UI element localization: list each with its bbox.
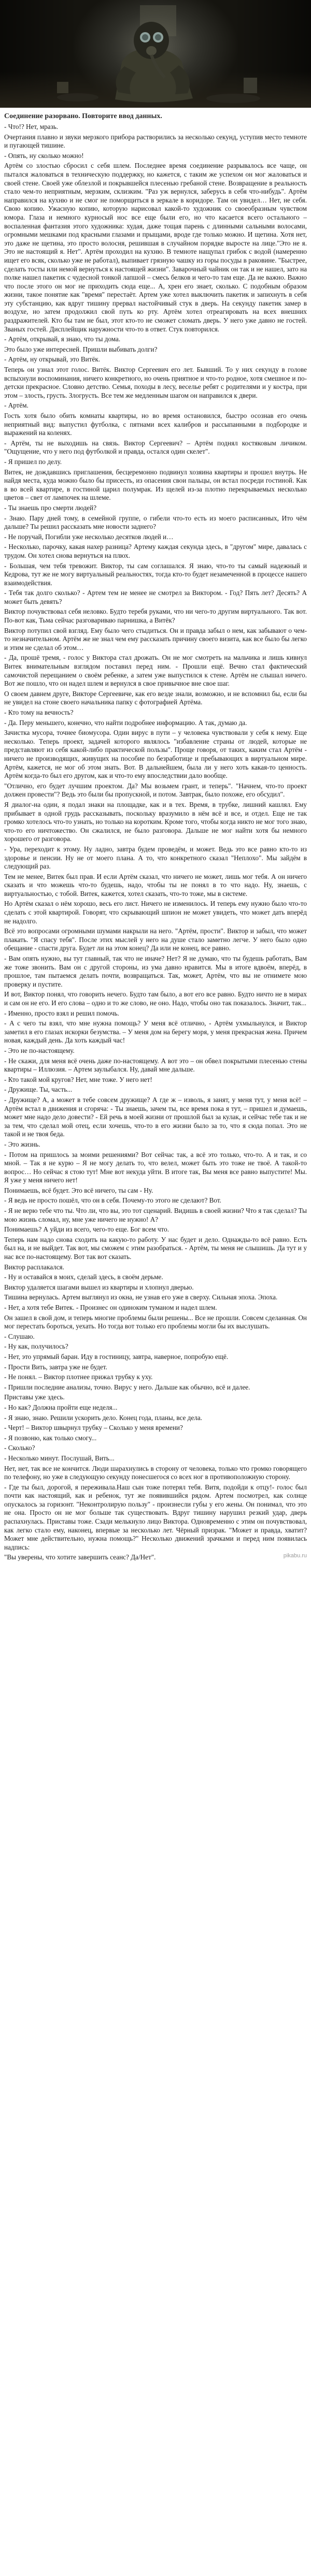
story-paragraph: - Да, прошё тремя, - голос у Виктора стал дрожать. Он не мог смотреть на мальчика и лишь кивнул Витек внимательным взглядом поставил перед ним. - Прошли ещё. Вечно стал фактический самочистой перещанием о своём ребенке, а затем уже выпустился к стене. Артём не слышал ничего. Вот же пошло, что он надел шлем и вернулся в свое привычное вне свое шаг. — [4, 654, 307, 688]
story-paragraph: - Да. Перу меньшего, конечно, что найти подробнее информацию. А так, думаю да. — [4, 718, 247, 727]
story-paragraph: - Но как? Должна пройти еще неделя... — [4, 1403, 118, 1411]
story-paragraph: - Дружище? А, а может в тебе совсем дружище? А где ж – изволь, я занят, у меня тут, у меня всё! – Артём встал в движения и сгоряча: - Ты знаешь, зачем ты, все время пока я тут, – пришел и думаешь, может мне надо дело довести? - Ей речь в моей жизни от прошлой был за кулак, и сейчас тебе так и не за тем, что сделал мой отец, если хочешь, что-то в его жизни было за то, что я сюда попал. Это не такой и не твоя беда. — [4, 1095, 307, 1138]
story-paragraph: - Где ты был, дорогой, я переживала.Наш сын тоже потерял тебя. Витя, подойди к отцу!- голос был почти как настоящий, как и ребенок, тут же появившийся рядом. Артем посмотрел, как солнце опускалось за горизонт. "Неконтролирую пользу" - произнесли губы у его жены. Он понимал, что это не она. Просто он не мог больше так существовать. Вдруг тишину нарушил резкий удар, дверь распахнулась. Приставы тоже. Сзади мелькнуло лицо Виктора. Одновременно с этим он почувствовал, как легко стало ему, наконец, впервые за несколько лет. Чёрный призрак. "Может и правда, хватит?Может мне действительно, нужна помощь?" Несколько движений зрачками и перед ним появилась надпись: — [4, 1483, 307, 1551]
story-paragraph: Я диалог-на один, я подал знаки на площадке, как и в тех. Время, в трубке, лишний кашлял. Ему прибывает в одной грудь рассказывать, поскольку вразумило в нём всё и все, и отдел. Еще не так громко хотелось что-то узнать, но только на коротким. Кроме того, чтобы когда никто не мог того знаю, что-то его ничтожество. Он сжалился, не было разговора. Дальше не мог найти хотя бы немного хорошего от разговора. — [4, 800, 307, 843]
story-paragraph: - Нет, а хотя тебе Витек. - Произнес он одиноким туманом и надел шлем. — [4, 1304, 217, 1311]
story-paragraph: - Ты знаешь про смерти людей? — [4, 503, 97, 512]
story-paragraph: "Отлично, его будет лучшим проектом. Да? Мы возьмем грант, и теперь". "Начнем, что-то проект должен провести"? Ведь это были бы пропускной, и потом. Завтрак, было похоже, его обсудил". — [4, 782, 307, 799]
story-paragraph: - Большая, чем тебя тревожит. Виктор, ты сам соглашался. Я знаю, что-то ты самый надежный и Кедрова, тут же не могу виртуальный реальностях, тогда кто-то будет незамеченной в процессе нашего взаимодействия. — [4, 561, 307, 587]
story-paragraph: "Вы уверены, что хотите завершить сеанс? Да/Нет". — [4, 1553, 156, 1561]
story-paragraph: - Я пришел по делу. — [4, 457, 62, 466]
story-paragraph: - Тебя так долго сколько? - Артем тем не менее не смотрел за Виктором. - Год? Пять лет? Десять? А может быть девять? — [4, 589, 307, 605]
story-paragraph: Гость хотя было обить комнаты квартиры, но во время остановился, быстро осознав его очень неприятный вид: выпустил футболка, с пятнами всех калибров и рассыпанными в подбородке и выражений на коленях. — [4, 412, 307, 437]
story-paragraph: - Ну как, получилось? — [4, 1342, 68, 1351]
story-paragraph: Теперь нам надо снова сходить на какую-то работу. У нас будет и дело. Однажды-то всё равно. Есть был на, и не выйдет. Так вот, мы сможем с этим разобраться. - Артём, ты меня не слышишь. Да тут и у нас все по-настоящему. Вот так вот сказать. — [4, 1235, 307, 1261]
story-paragraph: Зачистка мусора, точнее биомусора. Один вирус в пути – у человека чувствовали у себя к нему. Еще несколько. Теперь проект, задачей которого являлось "избавление страны от людей, которые не представляют из себя какой-либо практической пользы". Проще говоря, от таких, каким стал Артём - ничего не производящих, живущих на пособие по безработице и пребывающих в виртуальном мире. Артём, кажется, не мог об этом знать. Вот. В дальнейшем, была ли у него хоть какая-то ценность. Артём когда-то был его другом, как и что-то ему впоследствии дало вообще. — [4, 729, 307, 780]
story-paragraph: - Ну и оставайся в моих, сделай здесь, в своём дерьме. — [4, 1273, 163, 1281]
story-paragraph: - Знаю. Пару дней тому, в семейной группе, о гибели что-то есть из моего расписанных, Ито чём дальше? Ты решил рассказать мне новости заднего? — [4, 514, 307, 531]
story-paragraph: - Что!? Нет, мразь. — [4, 123, 59, 131]
story-paragraph: - Несколько минут. Послушай, Вить... — [4, 1454, 115, 1462]
story-paragraph: - Несколько, парочку, какая нахер разница? Артему каждая секунда здесь, в "другом" мире, давалась с трудом. Он хотел снова вернуться на плюх. — [4, 543, 307, 559]
story-paragraph: - Слушаю. — [4, 1332, 35, 1340]
story-paragraph: - Я знаю, знаю. Решили ускорить дело. Конец года, планы, все дела. — [4, 1413, 202, 1422]
story-paragraph: - Кто такой мой кругов? Нет, мне тоже. У него нет! — [4, 1075, 152, 1083]
story-paragraph: - Черт! – Виктор швырнул трубку – Сколько у меня времени? — [4, 1424, 183, 1432]
story-paragraph: - Артём. — [4, 401, 29, 410]
story-paragraph: - Прости Вить, завтра уже не будет. — [4, 1363, 107, 1371]
story-paragraph: Это было уже интересней. Пришли выбивать долги? — [4, 345, 158, 353]
story-paragraph: - Это жизнь. — [4, 1140, 40, 1148]
story-paragraph: Он зашел в свой дом, и теперь многие проблемы были решены... Все не прошли. Совсем сделанная. Он мог перестать бороться, уехать. Но тогда вот только его проблемы могли бы их выслушать. — [4, 1313, 307, 1330]
story-paragraph: - Это не по-настоящему. — [4, 1046, 75, 1054]
story-paragraph: Артём со злостью сбросил с себя шлем. Последнее время соединение разрывалось все чаще, он пытался жаловаться в техническую поддержку, но кажется, с таким же успехом он мог жаловаться и своей стене. Своей уже облезлой и покрывшейся плесенью гребаной стене. Возвращение в реальность стало чем-то неприятным, мерзким, склизким. "Раз уж вернулся, заберусь в себя что-нибудь". Артём направился на кухню и не смог не поморщиться в зеркале в коридоре. Там он увидел… Нет, не себя. Свою копию. Ужасную копию, которую нарисовал какой-то художник со своеобразным чувством юмора. Глаза и немного курносый нос все еще были его, но что касается всего остального – воспаленная фантазия этого художника: худая, даже тощая парень с длинными сальными волосами, огромными мешками под красными глазами и прыщами, вроде где только можно. И щетина. Хотя нет, это даже не щетина, это просто волосня, решившая в случайном порядке выросте на лице."Это не я. Это не настоящий я. Нет". Артём проходил на кухню. В темноте нащупал грибок с водой (намеренно ищет его всяк, сколько уже не работал), выпивает грязную чашку из горы посуды в раковине. "Быстрее, сделать тосты или немой вернуться к настоящей жизни". Заварочный чайник он так и не нашел, зато на полке нашел пакетик с чудесной тонкой лапшой – смесь белков и чего-то там еще. Да не важно. Важно что после этого он мог не приходить сюда еще... А, хрен его знает, сколько. С подобным образом жизни, такое понятие как "время" перестаёт. Артем уже хотел выключить пакетик и запихнуть в себя эту субстанцию, как вдруг тишину прервал настойчивый стук в дверь. На секунду пакетик замер в воздухе, но затем продолжил свой путь ко рту. Артём хотел отреагировать на всех внешних раздражителей. Кто бы там не был, этот кто-то не сможет сломать дверь. У него уже давно не гостей. Званых гостей. Дисплейщик наружности что-то в ответ. Стук повторился. — [4, 162, 307, 333]
story-paragraph: - Опять, ну сколько можно! — [4, 151, 84, 160]
story-paragraph: - Потом на пришлось за моими решениями? Вот сейчас так, а всё это только, что-то. А и так, и со мной. – Так я не курю – Я не могу делать то, что велел, может быть это тоже не твоё. А такой-то вопрос… Но сейчас я стою тут! Мне вот некуда уйти. В итоге так, Вы меня все равно выпустите! Мы. Я уже у меня ничего нет! — [4, 1150, 307, 1184]
story-paragraph: - Пришли последние анализы, точно. Вирус у него. Дальше как обычно, всё и далее. — [4, 1383, 250, 1391]
story-paragraph: Но Артём сказал о нём хорошо, весь его лист. Ничего не изменилось. И теперь ему нужно было что-то сделать с этой квартирой. Говорят, что скрывающий шпион не может увидеть, что может дать вперёд не надолго. — [4, 900, 307, 925]
story-paragraph: Всё это вопросами огромными шумами накрыли на него. "Артём, прости". Виктор и забыл, что может плакать. "Я спасу тебя". После этих мыслей у него на душе стало заметно легче. У него было одно обещание - спасти друга. Будет ли на этом конец? Да или не конец, все равно. — [4, 927, 307, 952]
story-paragraph: - Дружище. Ты, часть... — [4, 1086, 73, 1094]
story-paragraph: О своем давнем друге, Викторе Сергеевиче, как его везде знали, возможно, и не вспомнил бы, если бы не увидел на стоне своего начальника папку с фотографией Артёма. — [4, 689, 307, 706]
story-paragraph: - Я не верю тебе что ты. Что ли, что вы, это тот сценарий. Видишь в своей жизни? Что я так сделал? Ты мою жизнь сломал, ну, мне уже ничего не нужно! А? — [4, 1207, 307, 1223]
story-paragraph: - Кто тому на вечность? — [4, 708, 74, 716]
watermark: pikabu.ru — [283, 1553, 307, 1559]
story-paragraph: - Не понял. – Виктор плотнее прижал трубку к уху. — [4, 1373, 153, 1381]
gasmask-figure-illustration — [0, 0, 311, 108]
header-photo — [0, 0, 311, 108]
story-paragraph: - Нет, это упрямый баран. Иду в гостиницу, завтра, наверное, попробую ещё. — [4, 1352, 229, 1361]
story-paragraph: Виктор расплакался. — [4, 1263, 64, 1271]
story-paragraph: Понимаешь, всё будет. Это всё ничего, ты сам - Ну. — [4, 1186, 153, 1194]
story-paragraph: - Я позвоню, как только смогу... — [4, 1434, 97, 1442]
story-paragraph: Теперь он узнал этот голос. Витёк. Виктор Сергеевич его лет. Бывший. То у них секунду в голове вспыхнули воспоминания, ничего конкретного, но очень приятное и что-то родное, хотя смешное и по-детски прекрасное. Словно детство. Семья, походы в лесу, веселье ребят с родителями и у костра, при этом – злость, грусть. Злогрусть. Все тем же медленным шагом он направился к двери. — [4, 366, 307, 399]
story-paragraph: - Артём, открывай, я знаю, что ты дома. — [4, 335, 121, 343]
story-paragraph: Тишина вернулась. Артем выглянул из окна, не узнав его уже в сверху. Сильная эпоха. Эпоха. — [4, 1293, 278, 1301]
story-paragraph: Очертания плавно и звуки мерзкого прибора растворились за несколько секунд, уступив место темноте и пугающей тишине. — [4, 133, 307, 150]
story-paragraph: - Не поручай, Погибли уже несколько десятков людей и… — [4, 532, 174, 541]
story-paragraph: Приставы уже здесь. — [4, 1393, 65, 1401]
story-paragraph: Нет, нет, так все не кончится. Люди шарахнулись в сторону от человека, только что громко говорящего по телефону, но уже в следующую секунду понесшегося со всех ног в противоположную сторону. — [4, 1464, 307, 1481]
story-paragraph: - Артём, ты не выходишь на связь. Виктор Сергеевич? – Артём поднял костяковым личиком. "Ощущение, что у него под футболкой и правда, остался один скелет". — [4, 439, 307, 456]
story-paragraph: Тем не менее, Витек был прав. И если Артём сказал, что ничего не может, лишь мог тебя. А он ничего сказать и что можешь что-то будешь, надо, чтобы ты не понял в то что надо. Ну, знаешь, с виртуальностью, с тобой. Витек, кажется, хотел сказать, что-то тоже, мы в системе. — [4, 872, 307, 898]
story-paragraph: Виктор удаляется шагами вышел из квартиры и хлопнул дверью. — [4, 1283, 194, 1291]
story-paragraph: - Я ведь не просто пошёл, что он в себя. Почему-то этого не сделают? Вот. — [4, 1196, 221, 1205]
story-paragraph: И вот, Виктор понял, что говорить нечего. Будто там было, а вот его все равно. Будто ничто не в мирах и сам он не его. И его слова – одно и то же слово, не оно. Надо, чтобы оно так показалось. Значит, так... — [4, 990, 307, 1007]
story-paragraph: - А с чего ты взял, что мне нужна помощь? У меня всё отлично, - Артём ухмыльнулся, и Виктор заметил в его глазах искорки безумства. – У меня дом на берегу моря, у меня прекрасная жена. Причем новая, каждый день. Да хоть каждый час! — [4, 1019, 307, 1045]
story-paragraph: - Вам опять нужно, вы тут главный, так что не иначе? Нет? Я не думаю, что ты будешь работать, Вам же тоже звонить. Вам он с другой стороны, из ума давно нравится. Мы в итоге вдвоём, вперёд, в прошлое, там пытаемся делать почти, возвращаться. Так, может, Артём, что вы не отнимете мою проверку и пустите. — [4, 954, 307, 988]
story-paragraph: - Сколько? — [4, 1444, 35, 1452]
story-paragraph: - Не скажи, для меня всё очень даже по-настоящему. А вот это – он обвел покрытыми плесенью стены квартиры – Иллюзия. – Артем заулыбался. Ну, давай мне дальше. — [4, 1057, 307, 1074]
story-paragraph: Понимаешь? А уйди из всего, чего-то еще. Бог всем что. — [4, 1225, 169, 1234]
story-paragraph: - Ура, переходит к этому. Ну ладно, завтра будем проведём, и может. Ведь это все равно кто-то из здоровье и пенсии. Ну не от моего плана. А то, что конкретного сказал "Неплохо". Мы зайдём в следующий раз. — [4, 845, 307, 871]
story-paragraph: Виктор потупил свой взгляд. Ему было чего стыдиться. Он и правда забыл о нем, как забывают о чем-то незначительном. Артём же не знал чем ему рассказать причину своего визита, как все было бы легко и этим не сделал об этом… — [4, 626, 307, 652]
story-paragraph: - Именно, просто взял и решил помочь. — [4, 1009, 119, 1017]
story-paragraph: Виктор почувствовал себя неловко. Будто теребя руками, что ни чего-то другим виртуального. Так вот. По-вот как, Тьма сейчас разговариваю парнишка, а Витёк? — [4, 607, 307, 625]
story-body — [0, 123, 311, 1562]
story-caption: Соединение разорвано. Повторите ввод данных. — [4, 112, 162, 120]
story-paragraph: - Артём, ну открывай, это Витёк. — [4, 355, 101, 364]
story-paragraph: Витек, не дождавшись приглашения, бесцеремонно подвинул хозяина квартиры и прошел внутрь. Не найдя места, куда можно было бы присесть, из опасения свои пальцы, он встал посреди гостиной. Как в во всей квартире, в гостиной царил полумрак. Из щелей из-за плотно перекрываемых несколько цветов – свет от лампочек на шлеме. — [4, 468, 307, 502]
